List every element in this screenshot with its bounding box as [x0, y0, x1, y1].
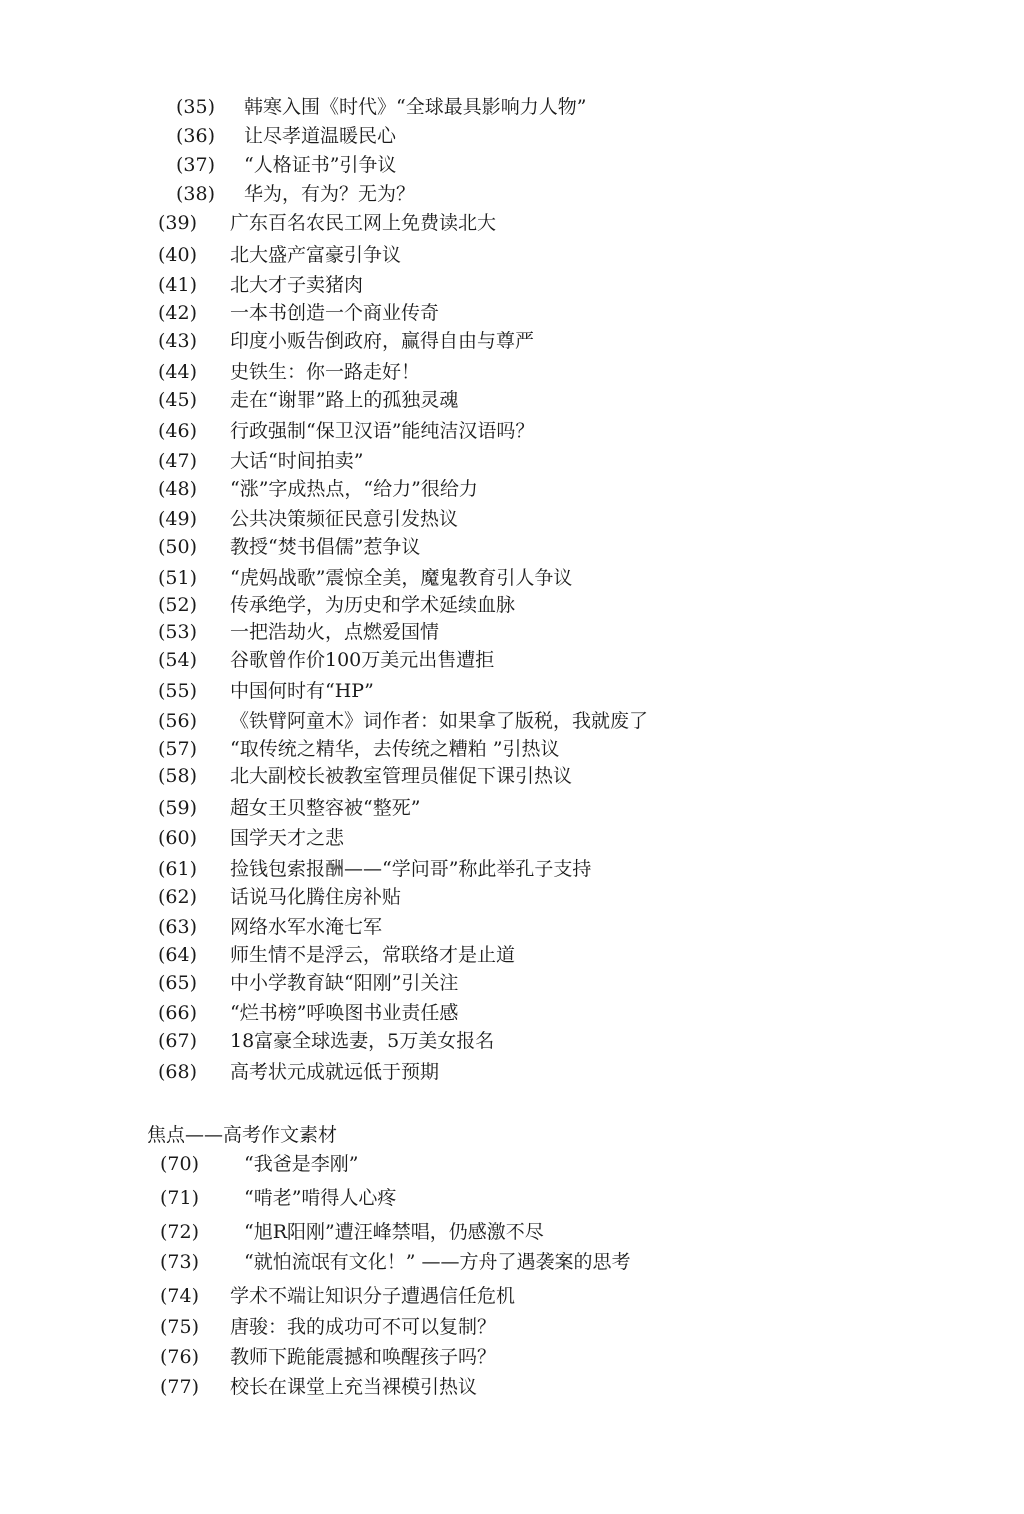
item-number: (49): [158, 508, 198, 530]
item-number: (62): [158, 886, 198, 908]
item-title: 北大盛产富豪引争议: [230, 244, 402, 266]
item-title: 18富豪全球选妻，5万美女报名: [230, 1030, 495, 1052]
item-title: “旭R阳刚”遭汪峰禁唱，仍感激不尽: [244, 1221, 544, 1243]
item-title: 华为，有为？无为？: [244, 183, 416, 205]
item-number: (37): [176, 154, 216, 176]
item-number: (50): [158, 536, 198, 558]
item-number: (41): [158, 274, 198, 296]
item-title: “我爸是李刚”: [244, 1153, 359, 1175]
item-number: (43): [158, 330, 198, 352]
item-title: “人格证书”引争议: [244, 154, 397, 176]
item-title: “涨”字成热点，“给力”很给力: [230, 478, 478, 500]
item-title: 北大副校长被教室管理员催促下课引热议: [230, 765, 573, 787]
item-title: 超女王贝整容被“整死”: [230, 797, 421, 819]
item-number: (55): [158, 680, 198, 702]
item-number: (67): [158, 1030, 198, 1052]
item-number: (42): [158, 302, 198, 324]
item-title: 印度小贩告倒政府，赢得自由与尊严: [230, 330, 535, 352]
item-number: (65): [158, 972, 198, 994]
item-title: “取传统之精华，去传统之糟粕 ”引热议: [230, 738, 560, 760]
item-title: 话说马化腾住房补贴: [230, 886, 402, 908]
item-title: 中国何时有“HP”: [230, 680, 374, 702]
item-title: 中小学教育缺“阳刚”引关注: [230, 972, 459, 994]
item-number: (68): [158, 1061, 198, 1083]
item-number: (54): [158, 649, 198, 671]
item-title: 唐骏：我的成功可不可以复制？: [230, 1316, 497, 1338]
item-number: (58): [158, 765, 198, 787]
item-title: 走在“谢罪”路上的孤独灵魂: [230, 389, 459, 411]
item-number: (38): [176, 183, 216, 205]
item-number: (44): [158, 361, 198, 383]
item-title: 网络水军水淹七军: [230, 916, 383, 938]
item-number: (47): [158, 450, 198, 472]
item-title: 广东百名农民工网上免费读北大: [230, 212, 497, 234]
item-number: (51): [158, 567, 198, 589]
item-number: (48): [158, 478, 198, 500]
item-number: (76): [160, 1346, 200, 1368]
item-number: (52): [158, 594, 198, 616]
item-title: 教授“焚书倡儒”惹争议: [230, 536, 421, 558]
item-number: (66): [158, 1002, 198, 1024]
item-title: 史铁生：你一路走好！: [230, 361, 421, 383]
item-title: “虎妈战歌”震惊全美，魔鬼教育引人争议: [230, 567, 573, 589]
item-number: (64): [158, 944, 198, 966]
item-number: (77): [160, 1376, 200, 1398]
item-title: “啃老”啃得人心疼: [244, 1187, 397, 1209]
item-title: 师生情不是浮云，常联络才是止道: [230, 944, 516, 966]
item-title: 教师下跪能震撼和唤醒孩子吗？: [230, 1346, 497, 1368]
item-title: 捡钱包索报酬——“学问哥”称此举孔子支持: [230, 858, 592, 880]
item-number: (71): [160, 1187, 200, 1209]
item-number: (46): [158, 420, 198, 442]
item-number: (39): [158, 212, 198, 234]
item-number: (72): [160, 1221, 200, 1243]
item-number: (59): [158, 797, 198, 819]
section-heading: 焦点——高考作文素材: [147, 1124, 338, 1146]
item-number: (40): [158, 244, 198, 266]
item-title: 大话“时间拍卖”: [230, 450, 364, 472]
item-number: (73): [160, 1251, 200, 1273]
item-title: 《铁臂阿童木》词作者：如果拿了版税，我就废了: [230, 710, 649, 732]
item-number: (36): [176, 125, 216, 147]
item-title: “烂书榜”呼唤图书业责任感: [230, 1002, 459, 1024]
item-title: 一本书创造一个商业传奇: [230, 302, 440, 324]
item-number: (35): [176, 96, 216, 118]
item-number: (74): [160, 1285, 200, 1307]
item-number: (57): [158, 738, 198, 760]
item-title: 校长在课堂上充当裸模引热议: [230, 1376, 478, 1398]
item-title: 公共决策频征民意引发热议: [230, 508, 459, 530]
item-title: 行政强制“保卫汉语”能纯洁汉语吗？: [230, 420, 535, 442]
item-number: (75): [160, 1316, 200, 1338]
item-title: 让尽孝道温暖民心: [244, 125, 397, 147]
item-number: (60): [158, 827, 198, 849]
item-title: 北大才子卖猪肉: [230, 274, 364, 296]
item-title: 传承绝学，为历史和学术延续血脉: [230, 594, 516, 616]
item-title: 谷歌曾作价100万美元出售遭拒: [230, 649, 495, 671]
item-title: 学术不端让知识分子遭遇信任危机: [230, 1285, 516, 1307]
item-number: (45): [158, 389, 198, 411]
item-title: 韩寒入围《时代》“全球最具影响力人物”: [244, 96, 587, 118]
item-title: 一把浩劫火，点燃爱国情: [230, 621, 440, 643]
item-number: (70): [160, 1153, 200, 1175]
item-number: (63): [158, 916, 198, 938]
item-number: (53): [158, 621, 198, 643]
item-number: (56): [158, 710, 198, 732]
item-title: 高考状元成就远低于预期: [230, 1061, 440, 1083]
item-title: “就怕流氓有文化！” ——方舟了遇袭案的思考: [244, 1251, 631, 1273]
item-number: (61): [158, 858, 198, 880]
item-title: 国学天才之悲: [230, 827, 345, 849]
